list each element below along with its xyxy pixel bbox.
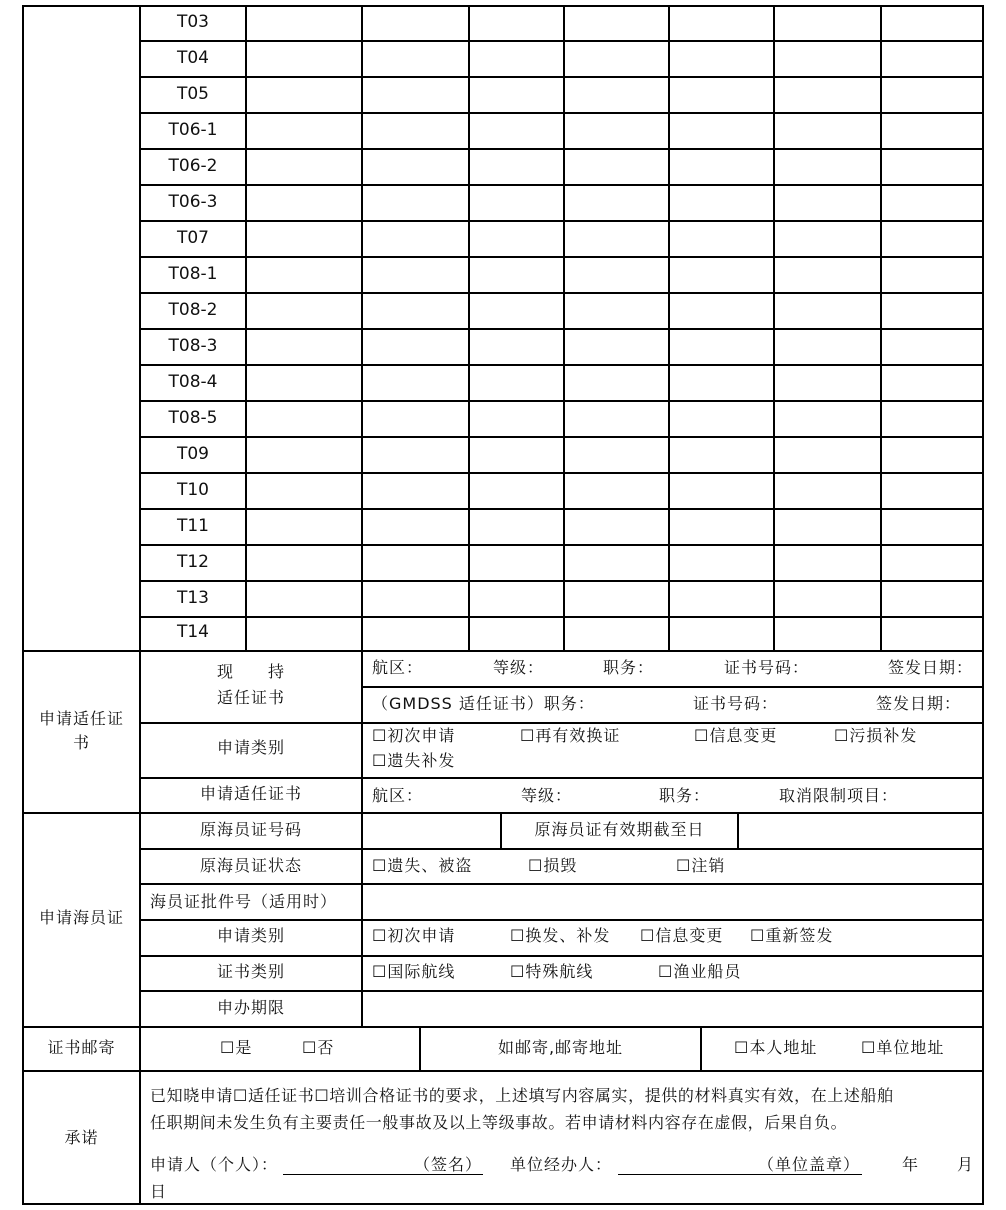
seaman-approval-input[interactable] [363, 886, 981, 918]
grid-line [668, 5, 670, 651]
checkbox-info-change[interactable]: ☐信息变更 [694, 726, 778, 745]
promise-text-line2: 任职期间未发生负有主要责任一般事故及以上等级事故。若申请材料内容存在虚假，后果自负。 [150, 1113, 848, 1132]
code-cell: T11 [176, 516, 210, 536]
seaman-period-label: 申办期限 [216, 998, 285, 1017]
grid-line [362, 686, 984, 688]
checkbox-self-address[interactable]: ☐本人地址 [734, 1038, 818, 1057]
checkbox-initial-apply[interactable]: ☐初次申请 [372, 726, 456, 745]
checkbox-special-route[interactable]: ☐特殊航线 [510, 962, 594, 981]
checkbox-international-route[interactable]: ☐国际航线 [372, 962, 456, 981]
checkbox-fishery-crew[interactable]: ☐渔业船员 [658, 962, 742, 981]
orig-seaman-no-input[interactable] [363, 815, 499, 848]
grid-line [773, 5, 775, 651]
table-right-border [982, 5, 984, 1205]
apply-restriction-field[interactable]: 取消限制项目： [779, 786, 899, 805]
grid-line [140, 256, 984, 258]
grid-line [140, 472, 984, 474]
gmdss-cert-no-field[interactable]: 证书号码： [693, 694, 779, 713]
grid-line [140, 292, 984, 294]
table-left-border [22, 5, 24, 1205]
code-cell: T08-5 [168, 408, 218, 428]
checkbox-seaman-renew[interactable]: ☐换发、补发 [510, 926, 611, 945]
mail-address-label: 如邮寄,邮寄地址 [497, 1038, 624, 1057]
checkbox-mail-no[interactable]: ☐否 [302, 1038, 335, 1057]
grid-line [140, 220, 984, 222]
checkbox-revalidate[interactable]: ☐再有效换证 [520, 726, 621, 745]
table-bottom-border [22, 1203, 984, 1205]
gmdss-duty-field[interactable]: （GMDSS 适任证书）职务： [372, 694, 595, 713]
grid-line [737, 812, 739, 849]
apply-cert-label: 申请适任证书 [199, 784, 302, 803]
grid-line [140, 328, 984, 330]
checkbox-cancelled[interactable]: ☐注销 [676, 856, 726, 875]
seaman-cert-type-label: 证书类别 [216, 962, 285, 981]
held-cert-no-field[interactable]: 证书号码： [724, 658, 810, 677]
held-duty-field[interactable]: 职务： [603, 658, 655, 677]
checkbox-seaman-reissue[interactable]: ☐重新签发 [750, 926, 834, 945]
held-cert-label: 现 持 [216, 662, 285, 681]
checkbox-unit-address[interactable]: ☐单位地址 [861, 1038, 945, 1057]
applicant-label: 申请人（个人）： [150, 1155, 279, 1174]
seaman-approval-label: 海员证批件号（适用时） [150, 892, 338, 911]
code-cell: T08-3 [168, 336, 218, 356]
checkbox-destroyed[interactable]: ☐损毁 [528, 856, 578, 875]
checkbox-lost-stolen[interactable]: ☐遗失、被盗 [372, 856, 473, 875]
code-cell: T14 [176, 622, 210, 642]
grid-line [140, 580, 984, 582]
grid-line [140, 184, 984, 186]
code-cell: T04 [176, 48, 210, 68]
code-cell: T09 [176, 444, 210, 464]
gmdss-issue-date-field[interactable]: 签发日期： [876, 694, 962, 713]
code-cell: T12 [176, 552, 210, 572]
code-cell: T08-2 [168, 300, 218, 320]
grid-line [140, 364, 984, 366]
grid-line [140, 400, 984, 402]
section-divider [22, 812, 984, 814]
grid-line [140, 919, 984, 921]
grid-line [140, 616, 984, 618]
code-cell: T05 [176, 84, 210, 104]
sign-hint: （签名） [414, 1155, 483, 1174]
grid-line [140, 436, 984, 438]
code-cell: T08-1 [168, 264, 218, 284]
code-cell: T06-2 [168, 156, 218, 176]
checkbox-mail-yes[interactable]: ☐是 [220, 1038, 253, 1057]
grid-line [140, 777, 984, 779]
grid-line [140, 76, 984, 78]
orig-seaman-status-label: 原海员证状态 [199, 856, 302, 875]
checkbox-seaman-initial[interactable]: ☐初次申请 [372, 926, 456, 945]
grid-line [468, 5, 470, 651]
seal-hint: （单位盖章） [758, 1155, 861, 1174]
section-divider [22, 1070, 984, 1072]
grid-line [245, 5, 247, 651]
code-cell: T08-4 [168, 372, 218, 392]
section-label-seaman: 申请海员证 [38, 908, 124, 927]
apply-type-label: 申请类别 [216, 738, 285, 757]
section-label-apply-cert: 申请适任证 [38, 709, 124, 728]
seaman-period-input[interactable] [363, 993, 981, 1025]
held-area-field[interactable]: 航区： [372, 658, 424, 677]
apply-grade-field[interactable]: 等级： [521, 786, 573, 805]
date-day: 日 [150, 1182, 168, 1201]
code-cell: T06-1 [168, 120, 218, 140]
grid-line [361, 5, 363, 651]
checkbox-damage-reissue[interactable]: ☐污损补发 [834, 726, 918, 745]
code-cell: T10 [176, 480, 210, 500]
held-issue-date-field[interactable]: 签发日期： [888, 658, 974, 677]
grid-line [140, 848, 984, 850]
grid-line [140, 955, 984, 957]
held-grade-field[interactable]: 等级： [493, 658, 545, 677]
code-cell: T07 [176, 228, 210, 248]
handler-label: 单位经办人： [510, 1155, 613, 1174]
grid-line [140, 990, 984, 992]
grid-line [140, 508, 984, 510]
checkbox-lost-reissue[interactable]: ☐遗失补发 [372, 751, 456, 770]
held-cert-label-cont: 适任证书 [216, 688, 285, 707]
grid-line [140, 883, 984, 885]
table-top-border [22, 5, 984, 7]
grid-line [563, 5, 565, 651]
seaman-apply-type-label: 申请类别 [216, 926, 285, 945]
checkbox-seaman-info-change[interactable]: ☐信息变更 [640, 926, 724, 945]
grid-line [140, 112, 984, 114]
section-label-apply-cert-cont: 书 [72, 733, 90, 752]
promise-text-line1: 已知晓申请☐适任证书☐培训合格证书的要求，上述填写内容属实，提供的材料真实有效，在上述船舶 [150, 1086, 894, 1105]
promise-label: 承诺 [64, 1128, 99, 1147]
grid-line [140, 148, 984, 150]
grid-line [700, 1026, 702, 1071]
date-year: 年 [902, 1155, 920, 1174]
section-divider [22, 650, 984, 652]
apply-duty-field[interactable]: 职务： [659, 786, 711, 805]
grid-line [880, 5, 882, 651]
code-cell: T06-3 [168, 192, 218, 212]
apply-area-field[interactable]: 航区： [372, 786, 424, 805]
orig-seaman-expiry-label: 原海员证有效期截至日 [534, 820, 705, 839]
code-cell: T03 [176, 12, 210, 32]
grid-line [140, 544, 984, 546]
code-cell: T13 [176, 588, 210, 608]
date-month: 月 [957, 1155, 975, 1174]
orig-seaman-expiry-input[interactable] [740, 815, 981, 848]
grid-line [140, 722, 984, 724]
orig-seaman-no-label: 原海员证号码 [199, 820, 302, 839]
section-divider [22, 1026, 984, 1028]
grid-line [140, 40, 984, 42]
mail-label: 证书邮寄 [47, 1038, 116, 1057]
